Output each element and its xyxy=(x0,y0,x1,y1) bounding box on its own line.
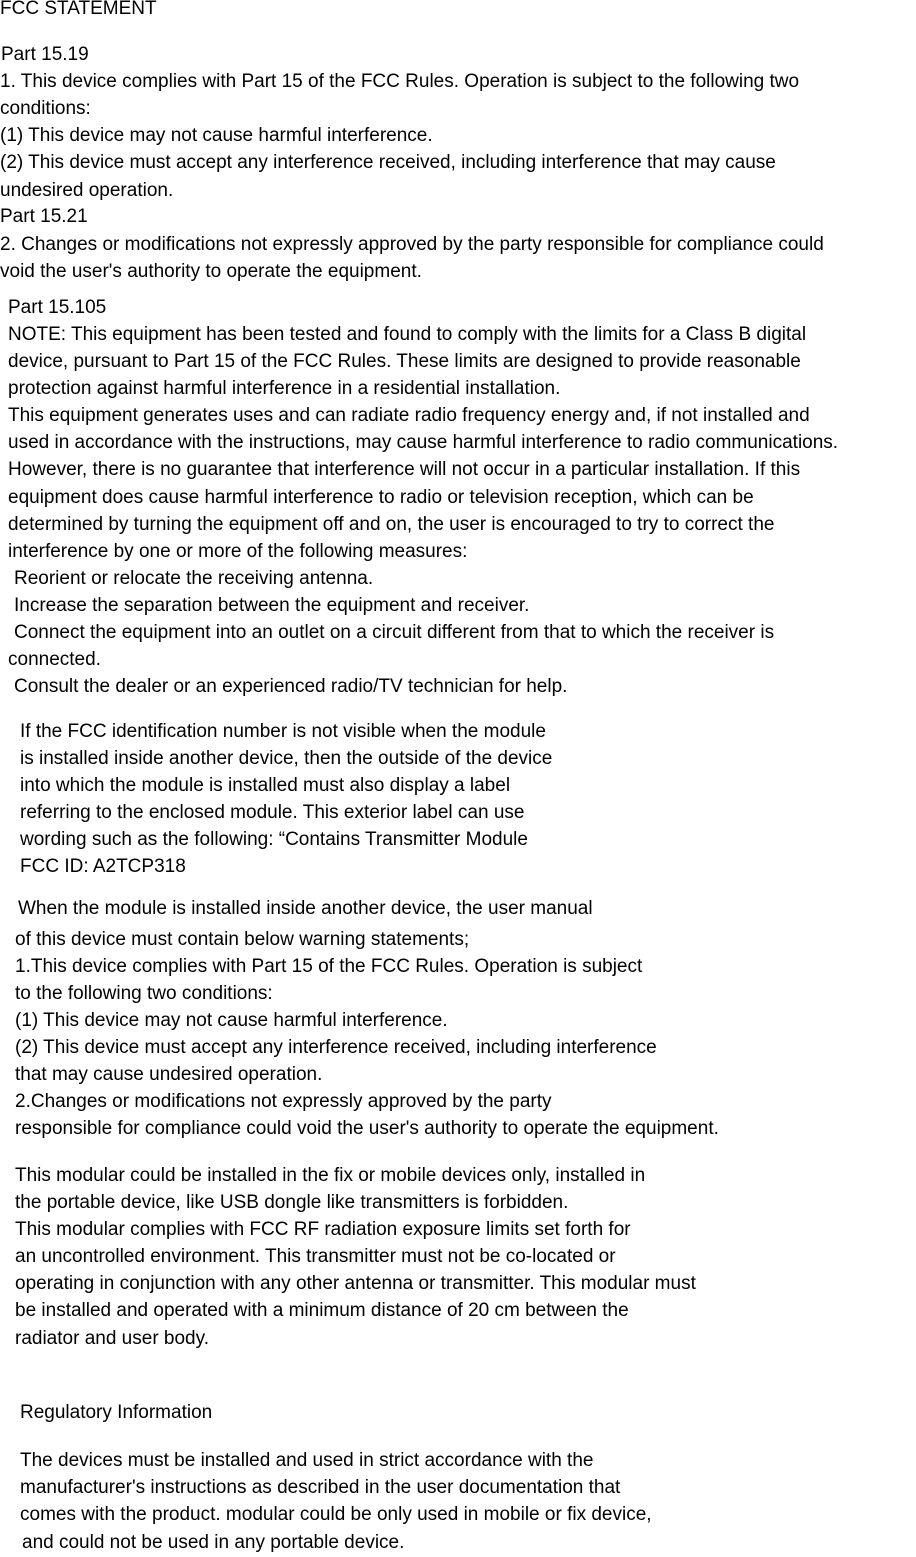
measure-item: Connect the equipment into an outlet on a circuit different from that to which the receiver is xyxy=(14,622,775,643)
text-line: to the following two conditions: xyxy=(15,983,273,1004)
page-title: FCC STATEMENT xyxy=(0,0,157,19)
text-line: conditions: xyxy=(0,98,91,119)
text-line: device, pursuant to Part 15 of the FCC Rules. These limits are designed to provide reasonable xyxy=(8,351,801,372)
text-line: 2.Changes or modifications not expressly approved by the party xyxy=(15,1091,552,1112)
text-line: The devices must be installed and used in strict accordance with the xyxy=(20,1450,594,1471)
text-line: void the user's authority to operate the equipment. xyxy=(0,261,422,282)
text-line: of this device must contain below warning statements; xyxy=(15,929,470,950)
text-line: protection against harmful interference in a residential installation. xyxy=(8,378,561,399)
text-line: comes with the product. modular could be only used in mobile or fix device, xyxy=(20,1504,652,1525)
text-line: NOTE: This equipment has been tested and found to comply with the limits for a Class B digital xyxy=(8,324,807,345)
text-line: an uncontrolled environment. This transmitter must not be co-located or xyxy=(15,1246,616,1267)
text-line: (1) This device may not cause harmful interference. xyxy=(15,1010,448,1031)
text-line: into which the module is installed must also display a label xyxy=(20,775,511,796)
text-line: interference by one or more of the following measures: xyxy=(8,541,468,562)
text-line: that may cause undesired operation. xyxy=(15,1064,323,1085)
text-line: This modular could be installed in the fix or mobile devices only, installed in xyxy=(15,1165,646,1186)
text-line: undesired operation. xyxy=(0,180,174,201)
text-line: 1.This device complies with Part 15 of the FCC Rules. Operation is subject xyxy=(15,956,643,977)
section-heading: Part 15.19 xyxy=(1,44,89,65)
section-heading: Part 15.105 xyxy=(8,297,107,318)
text-line: However, there is no guarantee that interference will not occur in a particular installation. If this xyxy=(8,459,801,480)
text-line: wording such as the following: “Contains Transmitter Module xyxy=(20,829,528,850)
text-line: radiator and user body. xyxy=(15,1328,209,1349)
measure-item: Increase the separation between the equipment and receiver. xyxy=(14,595,530,616)
text-line: and could not be used in any portable device. xyxy=(22,1532,405,1553)
measure-item: Reorient or relocate the receiving antenna. xyxy=(14,568,374,589)
text-line: 2. Changes or modifications not expressly approved by the party responsible for compliance could xyxy=(0,234,824,255)
text-line: This modular complies with FCC RF radiation exposure limits set forth for xyxy=(15,1219,631,1240)
text-line: manufacturer's instructions as described in the user documentation that xyxy=(20,1477,621,1498)
text-line: (2) This device must accept any interference received, including interference xyxy=(15,1037,657,1058)
section-heading: Part 15.21 xyxy=(0,206,88,227)
text-line: If the FCC identification number is not visible when the module xyxy=(20,721,546,742)
text-line: used in accordance with the instructions, may cause harmful interference to radio communications. xyxy=(8,432,839,453)
fcc-id: FCC ID: A2TCP318 xyxy=(20,856,186,877)
text-line: When the module is installed inside another device, the user manual xyxy=(18,898,593,919)
text-line: equipment does cause harmful interference to radio or television reception, which can be xyxy=(8,487,754,508)
text-line: operating in conjunction with any other antenna or transmitter. This modular must xyxy=(15,1273,696,1294)
text-line: is installed inside another device, then the outside of the device xyxy=(20,748,553,769)
text-line: be installed and operated with a minimum distance of 20 cm between the xyxy=(15,1300,629,1321)
section-heading: Regulatory Information xyxy=(20,1402,213,1423)
text-line: the portable device, like USB dongle like transmitters is forbidden. xyxy=(15,1192,569,1213)
text-line: responsible for compliance could void the user's authority to operate the equipment. xyxy=(15,1118,719,1139)
text-line: referring to the enclosed module. This exterior label can use xyxy=(20,802,525,823)
text-line: This equipment generates uses and can radiate radio frequency energy and, if not installed and xyxy=(8,405,810,426)
text-line: determined by turning the equipment off and on, the user is encouraged to try to correct the xyxy=(8,514,775,535)
text-line: (2) This device must accept any interference received, including interference that may cause xyxy=(0,152,776,173)
text-line: 1. This device complies with Part 15 of the FCC Rules. Operation is subject to the following two xyxy=(0,71,800,92)
measure-item: Consult the dealer or an experienced radio/TV technician for help. xyxy=(14,676,568,697)
text-line: (1) This device may not cause harmful interference. xyxy=(0,125,433,146)
measure-item: connected. xyxy=(8,649,101,670)
